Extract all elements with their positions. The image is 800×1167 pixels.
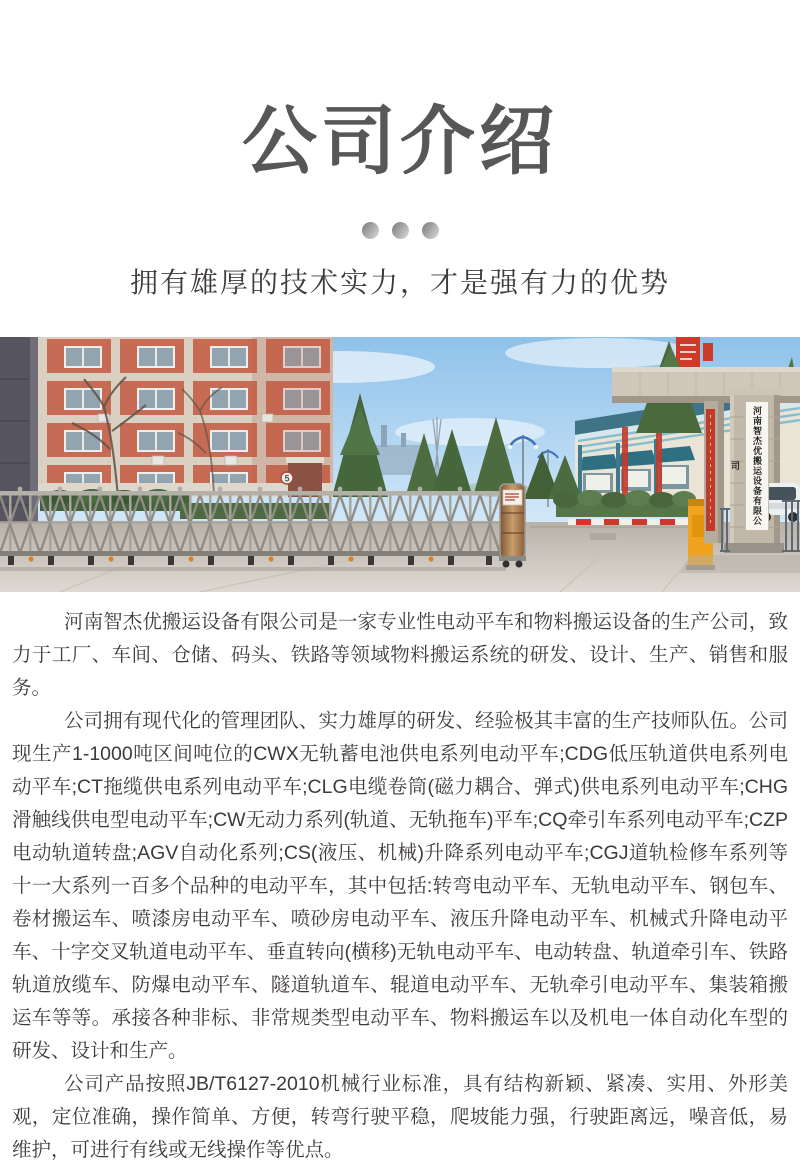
office-building xyxy=(38,337,333,497)
company-gate-sign: 河南智杰优搬运设备有限公司 xyxy=(745,401,769,531)
gate-drive-unit xyxy=(499,484,526,568)
factory-gate-illustration xyxy=(0,337,800,592)
company-photo xyxy=(0,337,800,592)
products-paragraph: 公司拥有现代化的管理团队、实力雄厚的研发、经验极其丰富的生产技师队伍。公司现生产1-1000吨区间吨位的CWX无轨蓄电池供电系列电动平车;CDG低压轨道供电系列电动平车;CT拖缆供电系列电动平车;CLG电缆卷筒(磁力耦合、弹式)供电系列电动平车;CHG滑触线供电型电动平车;CW无动力系列(轨道、无轨拖车)平车;CQ牵引车系列电动平车;CZP电动轨道转盘;AGV自动化系列;CS(液压、机械)升降系列电动平车;CGJ道轨检修车系列等十一大系列一百多个品种的电动平车，其中包括:转弯电动平车、无轨电动平车、钢包车、卷材搬运车、喷漆房电动平车、喷砂房电动平车、液压升降电动平车、机械式升降电动平车、十字交叉轨道电动平车、垂直转向(横移)无轨电动平车、电动转盘、轨道牵引车、铁路轨道放缆车、防爆电动平车、隧道轨道车、辊道电动平车、无轨牵引电动平车、集装箱搬运车等等。承接各种非标、非常规类型电动平车、物料搬运车以及机电一体自动化车型的研发、设计和生产。 xyxy=(12,710,788,1062)
divider-dot-icon xyxy=(362,222,379,239)
speed-limit-sign: 5 xyxy=(284,473,290,484)
divider-dot-icon xyxy=(392,222,409,239)
title-divider-dots xyxy=(0,222,800,239)
intro-paragraph: 河南智杰优搬运设备有限公司是一家专业性电动平车和物料搬运设备的生产公司，致力于工厂、车间、仓储、码头、铁路等领域物料搬运系统的研发、设计、生产、销售和服务。 xyxy=(12,611,788,699)
divider-dot-icon xyxy=(422,222,439,239)
company-intro-page xyxy=(0,96,800,1161)
page-subtitle: 拥有雄厚的技术实力，才是强有力的优势 xyxy=(129,267,670,298)
standards-paragraph: 公司产品按照JB/T6127-2010机械行业标准，具有结构新颖、紧凑、实用、外形美观，定位准确，操作简单、方便，转弯行驶平稳，爬坡能力强，行驶距离远，噪音低，易维护，可进行有线或无线操作等优点。 xyxy=(12,1073,788,1161)
company-description xyxy=(12,606,788,1167)
page-title: 公司介绍 xyxy=(241,99,558,183)
